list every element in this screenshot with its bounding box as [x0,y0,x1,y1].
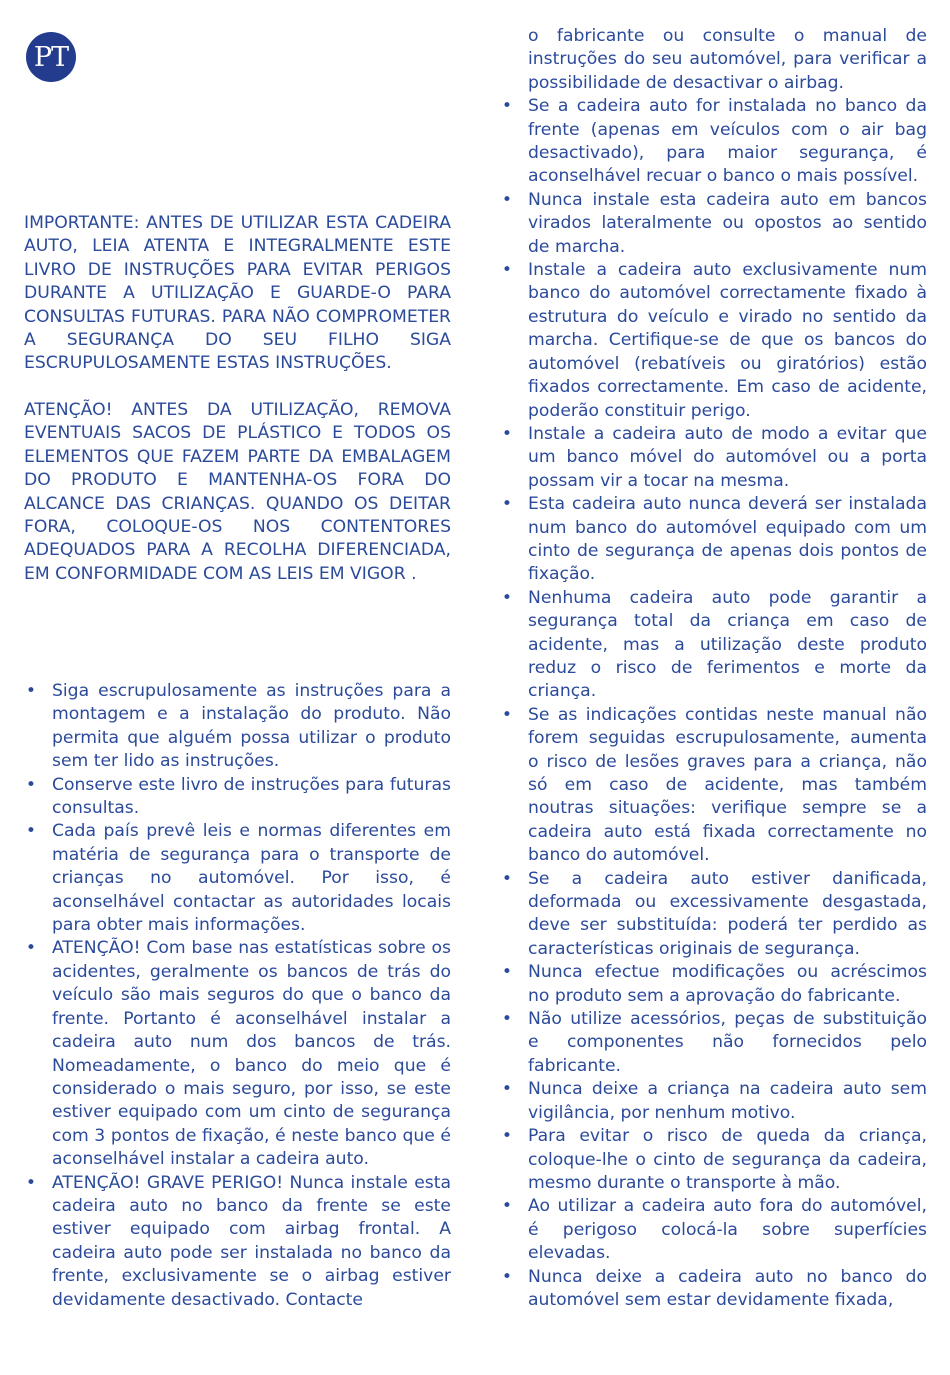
bullet-icon: • [501,189,513,210]
bullet-icon: • [25,681,37,701]
list-item: • Esta cadeira auto nunca deverá ser instalada num banco do automóvel equipado com um cinto de segurança de apenas dois pontos de fixação. [501,494,927,585]
list-item: • Ao utilizar a cadeira auto fora do automóvel, é perigoso colocá-la sobre superfícies elevadas. [501,1196,927,1264]
bullet-icon: • [501,704,513,725]
bullet-icon: • [501,96,513,117]
bullet-icon: • [501,1196,513,1217]
list-item: • Se a cadeira auto for instalada no banco da frente (apenas em veículos com o air bag desactivado), para maior segurança, é aconselhável recuar o banco o mais possível. [501,96,927,187]
bullet-icon: • [25,821,37,842]
bullet-icon: • [25,938,37,959]
list-item: • Não utilize acessórios, peças de substituição e componentes não fornecidos pelo fabricante. [501,1009,927,1076]
list-item: • Se a cadeira auto estiver danificada, deformada ou excessivamente desgastada, deve ser substituída: poderá ter perdido as características originais de segurança. [501,868,927,959]
bullet-icon: • [501,1126,513,1147]
list-item: • Instale a cadeira auto de modo a evitar que um banco móvel do automóvel ou a porta possam vir a tocar na mesma. [501,423,927,491]
bullet-icon: • [501,587,513,608]
list-item: • Nunca deixe a cadeira auto no banco do automóvel sem estar devidamente fixada, [501,1266,927,1310]
bullet-icon: • [501,423,513,444]
attention-notice: ATENÇÃO! ANTES DA UTILIZAÇÃO, REMOVA EVENTUAIS SACOS DE PLÁSTICO E TODOS OS ELEMENTOS QUE FAZEM PARTE DA EMBALAGEM DO PRODUTO E MANTENHA-OS FORA DO ALCANCE DAS CRIANÇAS. QUANDO OS DEITAR FORA, COLOQUE-OS NOS CONTENTORES ADEQUADOS PARA A RECOLHA DIFERENCIADA, EM CONFORMIDADE COM AS LEIS EM VIGOR . [24,400,451,584]
bullet-icon: • [25,1172,37,1193]
bullet-icon: • [501,260,513,281]
left-instruction-list [24,680,451,1312]
list-item: • Cada país prevê leis e normas diferentes em matéria de segurança para o transporte de crianças no automóvel. Por isso, é aconselhável contactar as autoridades locais para obter mais informações. [25,821,451,936]
bullet-icon: • [25,774,37,795]
list-item: • Nenhuma cadeira auto pode garantir a segurança total da criança em caso de acidente, mas a utilização deste produto reduz o risco de ferimentos e morte da criança. [501,587,927,702]
bullet-icon: • [501,1079,513,1100]
language-badge: PT [26,32,76,82]
bullet-icon: • [501,1266,513,1287]
bullet-icon: • [501,868,513,889]
list-item: • Siga escrupulosamente as instruções para a montagem e a instalação do produto. Não permita que alguém possa utilizar o produto sem ter lido as instruções. [25,681,451,772]
continued-paragraph: o fabricante ou consulte o manual de instruções do seu automóvel, para verificar a possibilidade de desactivar o airbag. [528,26,927,93]
list-item: • Conserve este livro de instruções para futuras consultas. [25,774,451,819]
right-instruction-list [500,95,927,1312]
list-item: • Se as indicações contidas neste manual não forem seguidas escrupulosamente, aumenta o risco de lesões graves para a criança, não só em caso de acidente, mas também noutras situações: verifique sempre se a cadeira auto está fixada correctamente no banco do automóvel. [501,704,927,866]
right-column [500,25,927,1312]
list-item: • Instale a cadeira auto exclusivamente num banco do automóvel correctamente fixado à estrutura do veículo e virado no sentido da marcha. Certifique-se de que os bancos do automóvel (rebatíveis ou giratórios) estão fixados correctamente. Em caso de acidente, poderão constituir perigo. [501,260,927,421]
bullet-icon: • [501,1009,513,1030]
list-item: • Nunca deixe a criança na cadeira auto sem vigilância, por nenhum motivo. [501,1079,927,1123]
list-item: • ATENÇÃO! GRAVE PERIGO! Nunca instale esta cadeira auto no banco da frente se este estiver equipado com airbag frontal. A cadeira auto pode ser instalada no banco da frente, exclusivamente se o airbag estiver devidamente desactivado. Contacte [25,1172,451,1310]
bullet-icon: • [501,962,513,983]
list-item: • ATENÇÃO! Com base nas estatísticas sobre os acidentes, geralmente os bancos de trás do veículo são mais seguros do que o banco da frente. Portanto é aconselhável instalar a cadeira auto num dos bancos de trás. Nomeadamente, o banco do meio que é considerado o mais seguro, por isso, se este estiver equipado com um cinto de segurança com 3 pontos de fixação, é neste banco que é aconselhável instalar a cadeira auto. [25,938,451,1170]
list-item: • Para evitar o risco de queda da criança, coloque-lhe o cinto de segurança da cadeira, mesmo durante o transporte à mão. [501,1126,927,1193]
list-item: • Nunca efectue modificações ou acréscimos no produto sem a aprovação do fabricante. [501,962,927,1006]
bullet-icon: • [501,494,513,515]
list-item: • Nunca instale esta cadeira auto em bancos virados lateralmente ou opostos ao sentido de marcha. [501,189,927,257]
important-notice: IMPORTANTE: ANTES DE UTILIZAR ESTA CADEIRA AUTO, LEIA ATENTA E INTEGRALMENTE ESTE LIVRO DE INSTRUÇÕES PARA EVITAR PERIGOS DURANTE A UTILIZAÇÃO E GUARDE-O PARA CONSULTAS FUTURAS. PARA NÃO COMPROMETER A SEGURANÇA DO SEU FILHO SIGA ESCRUPULOSAMENTE ESTAS INSTRUÇÕES. [24,213,451,374]
